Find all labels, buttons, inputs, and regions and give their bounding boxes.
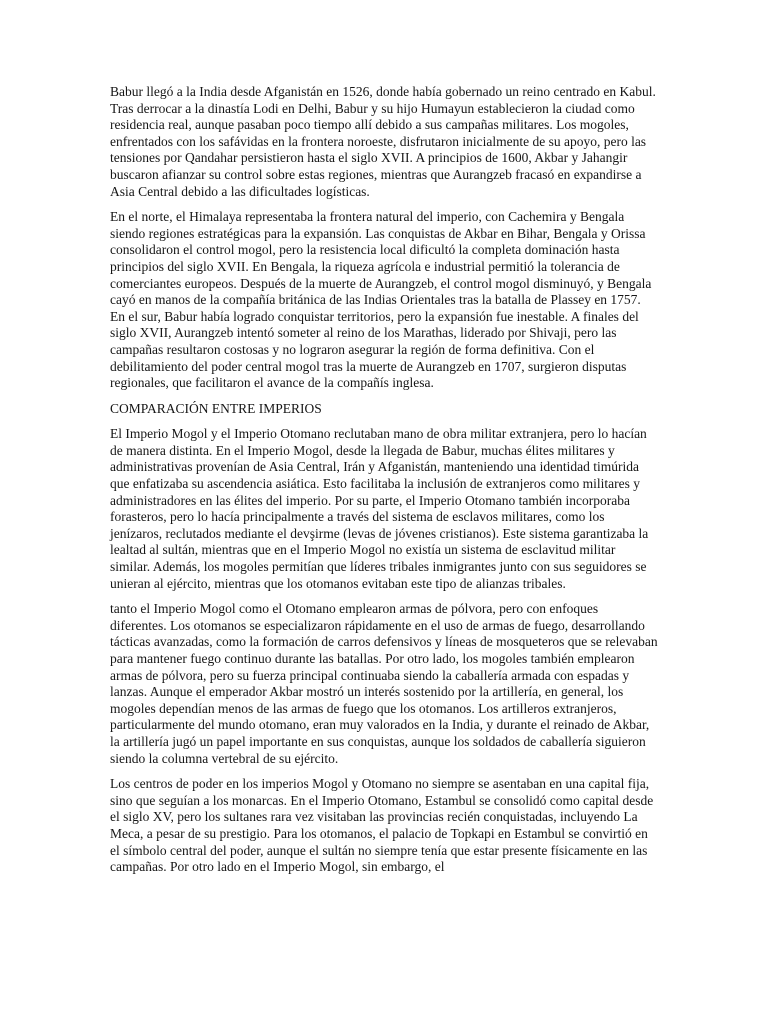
paragraph-military-recruitment: El Imperio Mogol y el Imperio Otomano reclutaban mano de obra militar extranjera, pero lo hacían de manera distinta. En el Imperio Mogol, desde la llegada de Babur, muchas élites militares y administrativas provenían de Asia Central, Irán y Afganistán, manteniendo una identidad timúrida que enfatizaba su ascendencia asiática. Esto facilitaba la inclusión de extranjeros como militares y administradores en las élites del imperio. Por su parte, el Imperio Otomano también incorporaba forasteros, pero lo hacía principalmente a través del sistema de esclavos militares, como los jenízaros, reclutados mediante el devşirme (levas de jóvenes cristianos). Este sistema garantizaba la lealtad al sultán, mientras que en el Imperio Mogol no existía un sistema de esclavitud militar similar. Además, los mogoles permitían que líderes tribales inmigrantes junto con sus seguidores se unieran al ejército, mientras que los otomanos evitaban este tipo de alianzas tribales. bbox=[110, 426, 649, 591]
paragraph-northern-frontier: En el norte, el Himalaya representaba la frontera natural del imperio, con Cachemira y Bengala siendo regiones estratégicas para la expansión. Las conquistas de Akbar en Bihar, Bengala y Orissa consolidaron el control mogol, pero la resistencia local dificultó la completa dominación hasta principios del siglo XVII. En Bengala, la riqueza agrícola e industrial permitió la tolerancia de comerciantes europeos. Después de la muerte de Aurangzeb, el control mogol disminuyó, y Bengala cayó en manos de la compañía británica de las Indias Orientales tras la batalla de Plassey en 1757. En el sur, Babur había logrado conquistar territorios, pero la expansión fue inestable. A finales del siglo XVII, Aurangzeb intentó someter al reino de los Marathas, liderado por Shivaji, pero las campañas resultaron costosas y no lograron asegurar la región de forma definitiva. Con el debilitamiento del poder central mogol tras la muerte de Aurangzeb en 1707, surgieron disputas regionales, que facilitaron el avance de la compañís inglesa. bbox=[110, 209, 652, 391]
paragraph-centers-of-power: Los centros de poder en los imperios Mogol y Otomano no siempre se asentaban en una capital fija, sino que seguían a los monarcas. En el Imperio Otomano, Estambul se consolidó como capital desde el siglo XV, pero los sultanes rara vez visitaban las provincias recién conquistadas, incluyendo La Meca, a pesar de su prestigio. Para los otomanos, el palacio de Topkapi en Estambul se convirtió en el símbolo central del poder, aunque el sultán no siempre tenía que estar presente físicamente en las campañas. Por otro lado en el Imperio Mogol, sin embargo, el bbox=[110, 776, 654, 875]
paragraph-babur-arrival: Babur llegó a la India desde Afganistán en 1526, donde había gobernado un reino centrado en Kabul. Tras derrocar a la dinastía Lodi en Delhi, Babur y su hijo Humayun establecieron la ciudad como residencia real, aunque pasaban poco tiempo allí debido a sus campañas militares. Los mogoles, enfrentados con los safávidas en la frontera noroeste, disfrutaron inicialmente de su apoyo, pero las tensiones por Qandahar persistieron hasta el siglo XVII. A principios de 1600, Akbar y Jahangir buscaron afianzar su control sobre estas regiones, mientras que Aurangzeb fracasó en expandirse a Asia Central debido a las dificultades logísticas. bbox=[110, 84, 656, 199]
paragraph-gunpowder-weapons: tanto el Imperio Mogol como el Otomano emplearon armas de pólvora, pero con enfoques diferentes. Los otomanos se especializaron rápidamente en el uso de armas de fuego, desarrollando tácticas avanzadas, como la formación de carros defensivos y líneas de mosqueteros que se relevaban para mantener fuego continuo durante las batallas. Por otro lado, los mogoles también emplearon armas de pólvora, pero su fuerza principal continuaba siendo la caballería armada con espadas y lanzas. Aunque el emperador Akbar mostró un interés sostenido por la artillería, en general, los mogoles dependían menos de las armas de fuego que los otomanos. Los artilleros extranjeros, particularmente del mundo otomano, eran muy valorados en la India, y durante el reinado de Akbar, la artillería jugó un papel importante en sus conquistas, aunque los soldados de caballería siguieron siendo la columna vertebral de su ejército. bbox=[110, 601, 658, 766]
section-heading: COMPARACIÓN ENTRE IMPERIOS bbox=[110, 400, 322, 416]
document-page bbox=[110, 84, 658, 885]
